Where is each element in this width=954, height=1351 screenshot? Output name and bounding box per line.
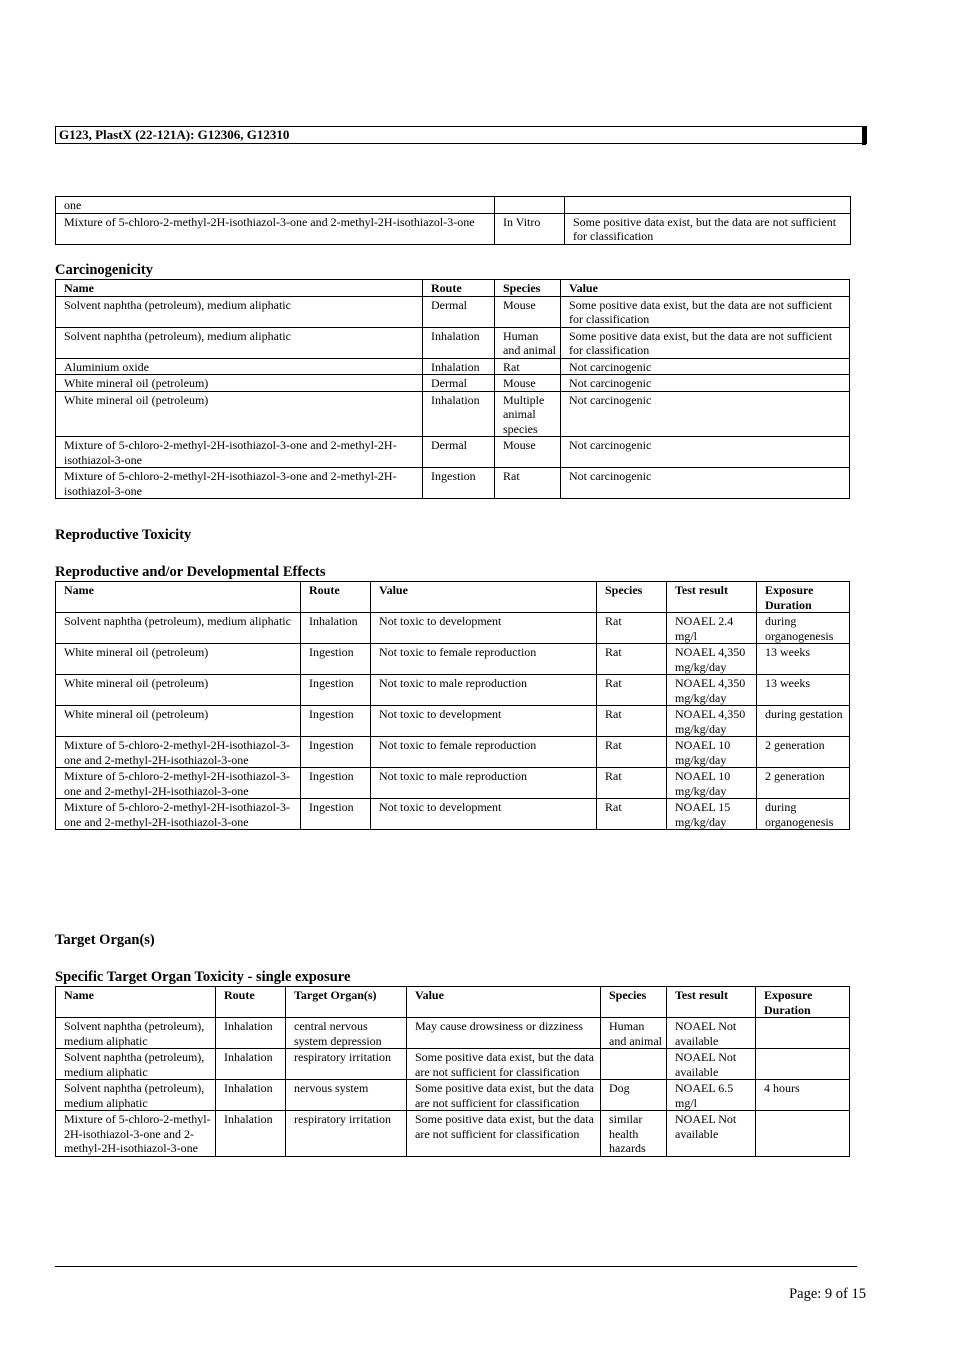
table-cell: Solvent naphtha (petroleum), medium aliphatic [56, 1018, 216, 1049]
column-header: Exposure Duration [757, 582, 850, 613]
table-cell: Solvent naphtha (petroleum), medium aliphatic [56, 296, 423, 327]
table-row [56, 799, 850, 830]
table-row [56, 468, 850, 499]
table-cell: NOAEL 15 mg/kg/day [667, 799, 757, 830]
table-cell: during gestation [757, 706, 850, 737]
genotoxicity-continuation-table [55, 196, 851, 245]
table-row [56, 437, 850, 468]
value-cell: Some positive data exist, but the data are not sufficient for classification [565, 213, 851, 244]
table-cell: NOAEL Not available [667, 1111, 756, 1157]
table-cell: Ingestion [301, 675, 371, 706]
table-header-row [56, 280, 850, 297]
table-row [56, 1049, 850, 1080]
table-cell: Dog [601, 1080, 667, 1111]
table-cell: Dermal [423, 437, 495, 468]
stot-single-title: Specific Target Organ Toxicity - single exposure [55, 969, 351, 985]
name-cell: one [56, 197, 495, 214]
table-header-row [56, 582, 850, 613]
column-header: Name [56, 582, 301, 613]
table-cell: Rat [597, 768, 667, 799]
table-cell: Rat [597, 644, 667, 675]
table-cell: Mixture of 5-chloro-2-methyl-2H-isothiazol-3-one and 2-methyl-2H-isothiazol-3-one [56, 799, 301, 830]
column-header: Route [216, 987, 286, 1018]
column-header: Value [371, 582, 597, 613]
table-cell: Some positive data exist, but the data are not sufficient for classification [407, 1080, 601, 1111]
table-cell: NOAEL 4,350 mg/kg/day [667, 675, 757, 706]
table-cell: NOAEL 4,350 mg/kg/day [667, 706, 757, 737]
table-row [56, 197, 851, 214]
table-row [56, 644, 850, 675]
table-row [56, 391, 850, 437]
carcinogenicity-title: Carcinogenicity [55, 262, 153, 278]
table-cell: Mixture of 5-chloro-2-methyl-2H-isothiazol-3-one and 2-methyl-2H-isothiazol-3-one [56, 737, 301, 768]
table-cell: during organogenesis [757, 799, 850, 830]
table-cell: Mouse [495, 296, 561, 327]
table-cell: Rat [597, 737, 667, 768]
table-cell: Some positive data exist, but the data are not sufficient for classification [561, 327, 850, 358]
column-header: Exposure Duration [756, 987, 850, 1018]
table-row [56, 1111, 850, 1157]
table-cell: Not toxic to development [371, 706, 597, 737]
table-cell: Some positive data exist, but the data are not sufficient for classification [561, 296, 850, 327]
table-cell: Not carcinogenic [561, 375, 850, 392]
table-cell: Inhalation [301, 613, 371, 644]
table-cell: Inhalation [216, 1080, 286, 1111]
table-cell: Ingestion [301, 737, 371, 768]
table-cell: 13 weeks [757, 644, 850, 675]
table-cell: Ingestion [301, 706, 371, 737]
table-cell: Dermal [423, 296, 495, 327]
table-cell: Inhalation [216, 1111, 286, 1157]
table-cell: Inhalation [423, 391, 495, 437]
table-row [56, 768, 850, 799]
table-cell: White mineral oil (petroleum) [56, 391, 423, 437]
reproductive-toxicity-title: Reproductive Toxicity [55, 527, 192, 543]
column-header: Route [423, 280, 495, 297]
table-row [56, 613, 850, 644]
page-number: Page: 9 of 15 [789, 1286, 866, 1302]
table-cell: Not toxic to male reproduction [371, 675, 597, 706]
table-cell: nervous system [286, 1080, 407, 1111]
table-cell: NOAEL 6.5 mg/l [667, 1080, 756, 1111]
table-cell: Human and animal [495, 327, 561, 358]
table-cell: Not toxic to development [371, 613, 597, 644]
table-cell: Mixture of 5-chloro-2-methyl-2H-isothiazol-3-one and 2-methyl-2H-isothiazol-3-one [56, 768, 301, 799]
table-row [56, 296, 850, 327]
table-cell: Not toxic to development [371, 799, 597, 830]
table-cell: 2 generation [757, 737, 850, 768]
table-cell: Dermal [423, 375, 495, 392]
name-cell: Mixture of 5-chloro-2-methyl-2H-isothiazol-3-one and 2-methyl-2H-isothiazol-3-one [56, 213, 495, 244]
table-cell: NOAEL 10 mg/kg/day [667, 737, 757, 768]
header-shadow [862, 126, 866, 145]
repro-effects-title: Reproductive and/or Developmental Effects [55, 564, 326, 580]
table-row [56, 358, 850, 375]
table-cell: May cause drowsiness or dizziness [407, 1018, 601, 1049]
table-row [56, 1018, 850, 1049]
table-cell [756, 1018, 850, 1049]
table-cell: Not carcinogenic [561, 468, 850, 499]
target-organs-title: Target Organ(s) [55, 932, 155, 948]
table-cell: Mixture of 5-chloro-2-methyl-2H-isothiazol-3-one and 2-methyl-2H-isothiazol-3-one [56, 1111, 216, 1157]
table-cell: Rat [597, 675, 667, 706]
table-cell: NOAEL Not available [667, 1018, 756, 1049]
table-cell: Not carcinogenic [561, 358, 850, 375]
table-row [56, 1080, 850, 1111]
column-header: Test result [667, 987, 756, 1018]
table-cell: Solvent naphtha (petroleum), medium aliphatic [56, 613, 301, 644]
table-cell: Inhalation [216, 1018, 286, 1049]
document-header: G123, PlastX (22-121A): G12306, G12310 [55, 126, 867, 144]
table-cell [756, 1111, 850, 1157]
table-cell: similar health hazards [601, 1111, 667, 1157]
table-cell: Not toxic to male reproduction [371, 768, 597, 799]
table-cell: Not carcinogenic [561, 437, 850, 468]
table-cell: Ingestion [301, 644, 371, 675]
table-cell: NOAEL 4,350 mg/kg/day [667, 644, 757, 675]
table-cell: White mineral oil (petroleum) [56, 675, 301, 706]
table-cell: respiratory irritation [286, 1049, 407, 1080]
table-cell: Aluminium oxide [56, 358, 423, 375]
table-cell: Solvent naphtha (petroleum), medium aliphatic [56, 327, 423, 358]
table-cell: Ingestion [423, 468, 495, 499]
table-cell: Inhalation [216, 1049, 286, 1080]
table-cell: central nervous system depression [286, 1018, 407, 1049]
table-cell: Mixture of 5-chloro-2-methyl-2H-isothiazol-3-one and 2-methyl-2H-isothiazol-3-one [56, 468, 423, 499]
table-cell: Mixture of 5-chloro-2-methyl-2H-isothiazol-3-one and 2-methyl-2H-isothiazol-3-one [56, 437, 423, 468]
table-row [56, 213, 851, 244]
table-cell: Multiple animal species [495, 391, 561, 437]
table-row [56, 327, 850, 358]
column-header: Species [597, 582, 667, 613]
stot-single-exposure-table [55, 986, 850, 1157]
table-cell: Not toxic to female reproduction [371, 737, 597, 768]
table-cell: White mineral oil (petroleum) [56, 706, 301, 737]
column-header: Species [495, 280, 561, 297]
value-cell [565, 197, 851, 214]
table-cell: NOAEL 10 mg/kg/day [667, 768, 757, 799]
table-cell: respiratory irritation [286, 1111, 407, 1157]
table-cell: Some positive data exist, but the data are not sufficient for classification [407, 1111, 601, 1157]
table-cell: NOAEL 2.4 mg/l [667, 613, 757, 644]
table-cell: Not toxic to female reproduction [371, 644, 597, 675]
table-cell: Rat [597, 613, 667, 644]
column-header: Name [56, 987, 216, 1018]
table-cell: NOAEL Not available [667, 1049, 756, 1080]
table-cell: Rat [597, 706, 667, 737]
table-cell: 4 hours [756, 1080, 850, 1111]
table-cell: Mouse [495, 375, 561, 392]
table-row [56, 737, 850, 768]
route-cell: In Vitro [495, 213, 565, 244]
column-header: Value [407, 987, 601, 1018]
table-cell: Human and animal [601, 1018, 667, 1049]
table-cell: Rat [597, 799, 667, 830]
table-cell: Not carcinogenic [561, 391, 850, 437]
table-cell: 2 generation [757, 768, 850, 799]
route-cell [495, 197, 565, 214]
table-cell: during organogenesis [757, 613, 850, 644]
table-row [56, 675, 850, 706]
table-cell [756, 1049, 850, 1080]
table-cell: Rat [495, 468, 561, 499]
column-header: Value [561, 280, 850, 297]
column-header: Route [301, 582, 371, 613]
table-cell: Some positive data exist, but the data are not sufficient for classification [407, 1049, 601, 1080]
table-cell: Rat [495, 358, 561, 375]
table-header-row [56, 987, 850, 1018]
table-row [56, 375, 850, 392]
carcinogenicity-table [55, 279, 850, 499]
column-header: Name [56, 280, 423, 297]
table-cell: Ingestion [301, 799, 371, 830]
table-cell: Solvent naphtha (petroleum), medium aliphatic [56, 1080, 216, 1111]
table-cell: White mineral oil (petroleum) [56, 644, 301, 675]
column-header: Species [601, 987, 667, 1018]
table-cell: Inhalation [423, 358, 495, 375]
table-row [56, 706, 850, 737]
table-cell [601, 1049, 667, 1080]
footer-divider [55, 1266, 857, 1267]
table-cell: Inhalation [423, 327, 495, 358]
table-cell: Mouse [495, 437, 561, 468]
reproductive-effects-table [55, 581, 850, 830]
column-header: Test result [667, 582, 757, 613]
table-cell: White mineral oil (petroleum) [56, 375, 423, 392]
table-cell: 13 weeks [757, 675, 850, 706]
table-cell: Ingestion [301, 768, 371, 799]
column-header: Target Organ(s) [286, 987, 407, 1018]
table-cell: Solvent naphtha (petroleum), medium aliphatic [56, 1049, 216, 1080]
